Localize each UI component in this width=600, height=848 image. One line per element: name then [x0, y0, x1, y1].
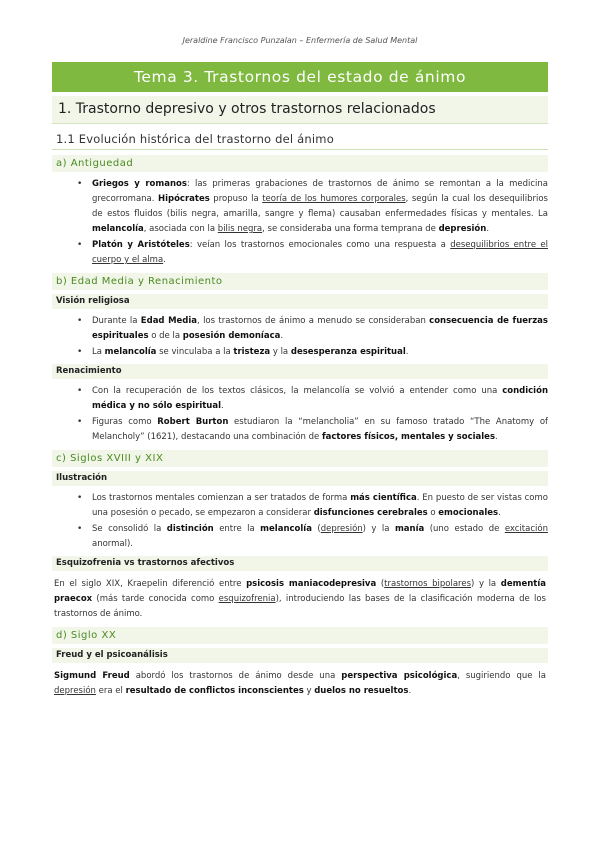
paragraph-freud	[52, 669, 548, 699]
text-run: se vinculaba a la	[156, 347, 234, 357]
text-run: .	[163, 255, 166, 265]
list-item	[52, 177, 548, 237]
bold-text: Hipócrates	[157, 194, 210, 204]
text-run: ) y la	[471, 579, 501, 589]
text-run: propuso la	[209, 194, 263, 204]
heading-edad-media: b) Edad Media y Renacimiento	[52, 273, 548, 290]
bold-text: depresión	[438, 224, 487, 234]
underlined-text: excitación	[504, 524, 548, 534]
text-run: , según la cual los desequilibrios de estos fluidos (bilis negra, amarilla, sangre y flema) causaban enfermedades físicas y mentales. La	[92, 194, 548, 219]
text-run: ) y la	[362, 524, 395, 534]
bold-text: emocionales	[438, 508, 499, 518]
bold-text: duelos no resueltos	[314, 686, 409, 696]
heading-siglo-xx: d) Siglo XX	[52, 627, 548, 644]
text-run: : las primeras grabaciones de trastornos de ánimo se remontan a la medicina grecorromana.	[92, 179, 548, 204]
text-run: .	[408, 686, 412, 696]
text-run: y la	[270, 347, 291, 357]
tema-title: Tema 3. Trastornos del estado de ánimo	[52, 62, 548, 92]
text-run: Con la recuperación de los textos clásicos, la melancolía se volvió a entender como una	[92, 386, 503, 396]
bold-text: más científica	[350, 493, 417, 503]
text-run: . En puesto de ser vistas como una posesión o pecado, se empezaron a considerar	[92, 493, 548, 518]
section-heading: 1. Trastorno depresivo y otros trastornos relacionados	[52, 96, 548, 124]
bold-text: perspectiva psicológica	[341, 671, 458, 681]
text-run: o	[427, 508, 439, 518]
heading-ilustracion: Ilustración	[52, 471, 548, 486]
list-item	[52, 384, 548, 414]
text-run: .	[486, 224, 490, 234]
list-item	[52, 314, 548, 344]
text-run: (uno estado de	[424, 524, 505, 534]
bold-text: factores físicos, mentales y sociales	[321, 432, 496, 442]
text-run: o de la	[148, 331, 183, 341]
bullet-icon: •	[77, 386, 83, 396]
text-run: , los trastornos de ánimo a menudo se consideraban	[197, 316, 430, 326]
text-run: abordó los trastornos de ánimo desde una	[129, 671, 342, 681]
subsection-heading: 1.1 Evolución histórica del trastorno del ánimo	[52, 129, 548, 150]
bold-text: desesperanza espiritual	[290, 347, 406, 357]
text-run: En el siglo XIX, Kraepelin diferenció entre	[54, 579, 247, 589]
bold-text: consecuencia de fuerzas espirituales	[92, 316, 548, 341]
bold-text: Edad Media	[140, 316, 198, 326]
text-run: .	[405, 347, 409, 357]
bold-text: distinción	[166, 524, 214, 534]
text-run: , se consideraba una forma temprana de	[262, 224, 439, 234]
bold-text: Sigmund Freud	[54, 671, 130, 681]
document-body	[52, 62, 548, 699]
text-run: Durante la	[92, 316, 141, 326]
bullet-icon: •	[77, 524, 83, 534]
bold-text: melancolía	[104, 347, 157, 357]
heading-vision-religiosa: Visión religiosa	[52, 294, 548, 309]
bold-text: tristeza	[233, 347, 271, 357]
underlined-text: esquizofrenia	[218, 594, 276, 604]
bullet-icon: •	[77, 240, 83, 250]
bold-text: condición médica y no sólo espiritual	[92, 386, 548, 411]
text-run: entre la	[213, 524, 261, 534]
bold-text: Robert Burton	[157, 417, 229, 427]
text-run: .	[280, 331, 284, 341]
heading-siglos-xviii-xix: c) Siglos XVIII y XIX	[52, 450, 548, 467]
bold-text: Griegos y romanos	[92, 179, 187, 189]
bullet-icon: •	[77, 316, 83, 326]
text-run: Los trastornos mentales comienzan a ser tratados de forma	[92, 493, 351, 503]
bold-text: posesión demoníaca	[182, 331, 281, 341]
bullet-icon: •	[77, 179, 83, 189]
bold-text: Platón y Aristóteles	[92, 240, 190, 250]
underlined-text: teoría de los humores corporales	[262, 194, 406, 204]
list-vision-religiosa	[52, 314, 548, 360]
bullet-icon: •	[77, 493, 83, 503]
text-run: y	[303, 686, 315, 696]
underlined-text: desequilibrios entre el cuerpo y el alma	[92, 240, 548, 265]
list-antiguedad	[52, 177, 548, 268]
text-run: Se consolidó la	[92, 524, 167, 534]
underlined-text: depresión	[54, 686, 96, 696]
text-run: ), introduciendo las bases de la clasificación moderna de los trastornos de ánimo.	[54, 594, 546, 619]
bullet-icon: •	[77, 417, 83, 427]
bold-text: dementía praecox	[54, 579, 546, 604]
text-run: .	[221, 401, 224, 411]
text-run: Figuras como	[92, 417, 158, 427]
heading-freud: Freud y el psicoanálisis	[52, 648, 548, 663]
text-run: (	[376, 579, 385, 589]
page-header: Jeraldine Francisco Punzalan – Enfermería de Salud Mental	[182, 36, 418, 45]
underlined-text: depresión	[320, 524, 363, 534]
heading-antiguedad: a) Antiguedad	[52, 155, 548, 172]
heading-esquizofrenia: Esquizofrenia vs trastornos afectivos	[52, 556, 548, 571]
bold-text: manía	[394, 524, 425, 534]
text-run: : veían los trastornos emocionales como una respuesta a	[189, 240, 451, 250]
heading-renacimiento: Renacimiento	[52, 364, 548, 379]
text-run: anormal).	[92, 539, 134, 549]
text-run: (más tarde conocida como	[92, 594, 219, 604]
bold-text: psicosis maniacodepresiva	[246, 579, 377, 589]
text-run: La	[92, 347, 105, 357]
list-renacimiento	[52, 384, 548, 445]
list-item	[52, 345, 548, 360]
underlined-text: bilis negra	[217, 224, 263, 234]
text-run: .	[498, 508, 501, 518]
list-item	[52, 491, 548, 521]
text-run: estudiaron la “melancholia” en su famoso tratado “The Anatomy of Melancholy” (1621), destacando una combinación de	[92, 417, 549, 442]
list-item	[52, 522, 548, 552]
bold-text: melancolía	[260, 524, 312, 534]
bold-text: disfunciones cerebrales	[313, 508, 428, 518]
bold-text: melancolía	[92, 224, 144, 234]
list-ilustracion	[52, 491, 548, 552]
paragraph-esquizofrenia	[52, 577, 548, 622]
underlined-text: trastornos bipolares	[384, 579, 472, 589]
text-run: , asociada con la	[143, 224, 218, 234]
bold-text: resultado de conflictos inconscientes	[125, 686, 304, 696]
list-item	[52, 415, 548, 445]
text-run: .	[495, 432, 498, 442]
bullet-icon: •	[77, 347, 83, 357]
text-run: , sugiriendo que la	[457, 671, 546, 681]
text-run: era el	[95, 686, 126, 696]
list-item	[52, 238, 548, 268]
text-run: (	[311, 524, 321, 534]
